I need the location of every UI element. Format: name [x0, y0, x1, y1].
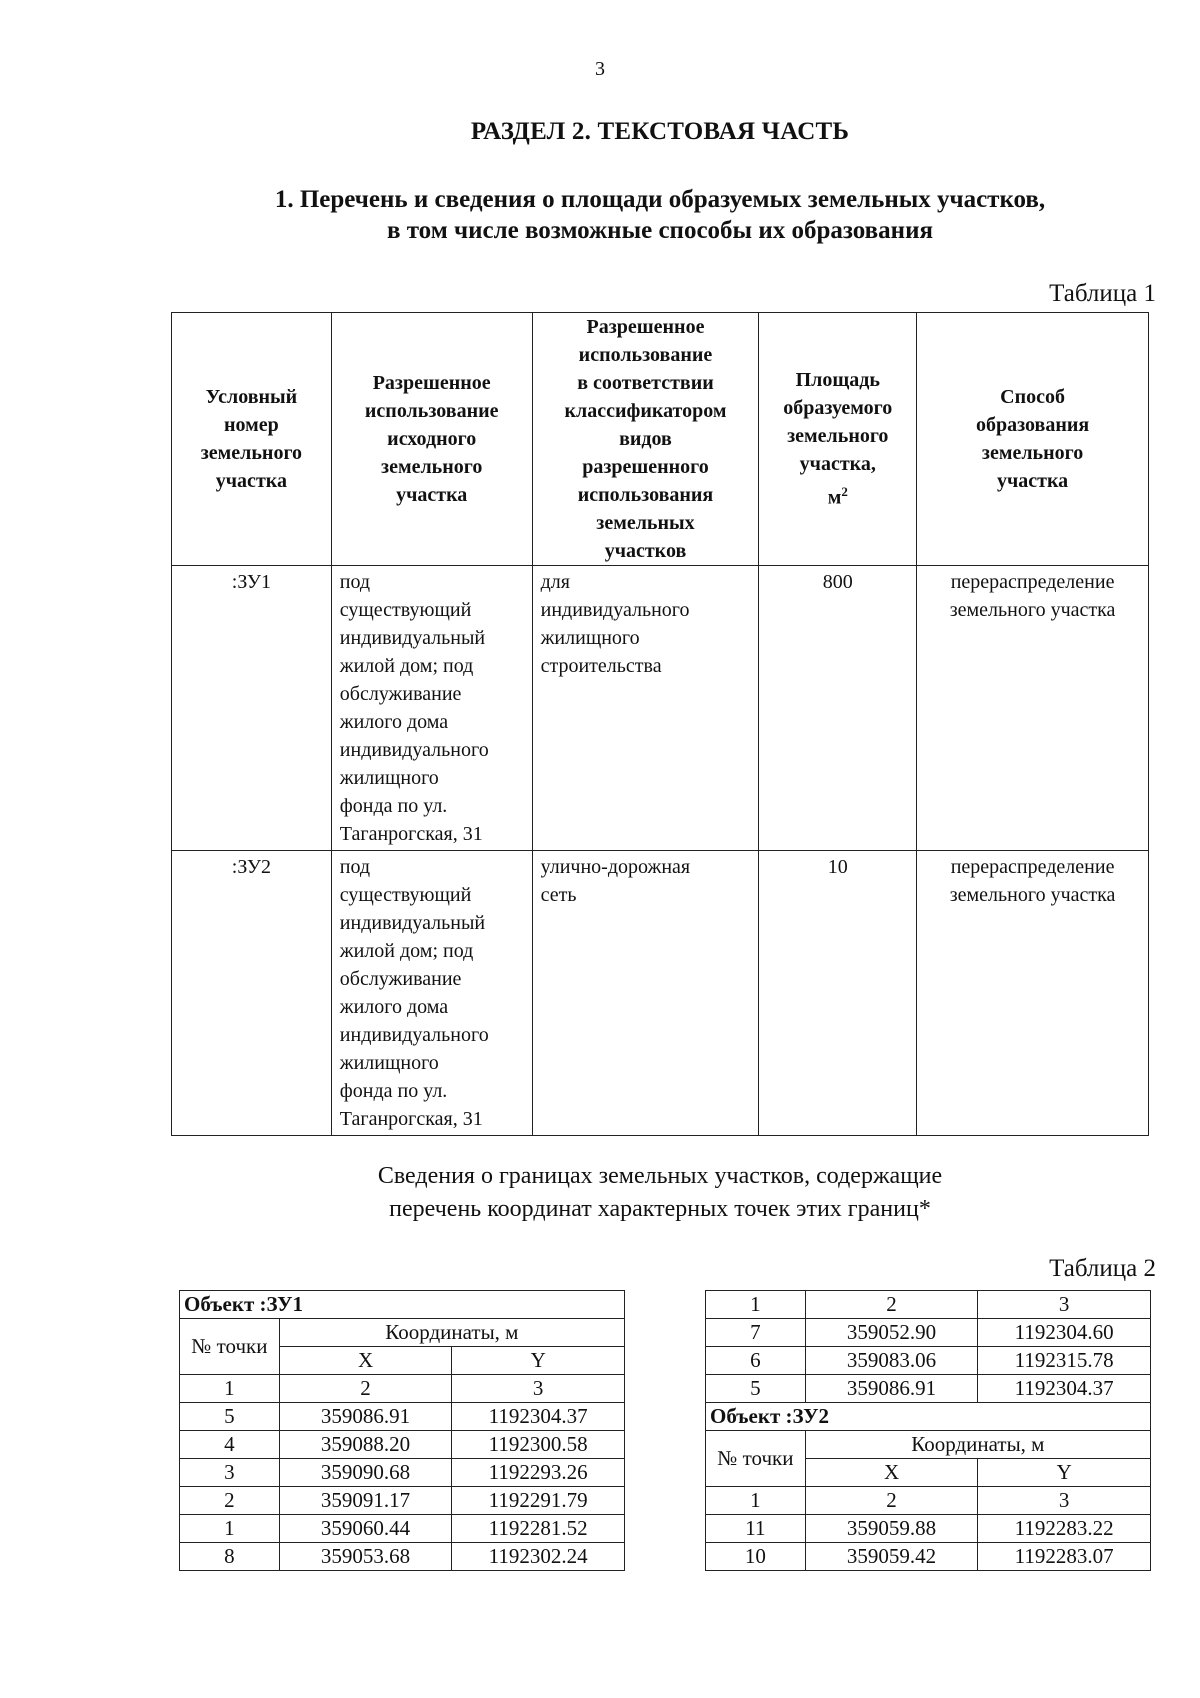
subtitle-line: 1. Перечень и сведения о площади образуемых земельных участков, [274, 186, 1046, 213]
method-cell [917, 566, 1149, 851]
index-cell: 3 [978, 1487, 1151, 1515]
point-number-cell: 5 [706, 1375, 806, 1403]
text-line: под [339, 571, 371, 593]
index-row [180, 1375, 625, 1403]
point-number-cell: 11 [706, 1515, 806, 1543]
index-cell: 3 [978, 1291, 1151, 1319]
method-cell [917, 851, 1149, 1136]
table-row [172, 566, 1149, 851]
coords-header-row [706, 1431, 1151, 1459]
text-line: сеть [540, 884, 577, 906]
text-line: индивидуальный [339, 627, 486, 649]
text-line: обслуживание [339, 683, 462, 705]
plot-number-cell: :ЗУ2 [172, 851, 332, 1136]
text-line: Площадь [795, 369, 880, 392]
text-line: использование [578, 344, 713, 366]
text-line: для [540, 571, 570, 593]
header-classifier-use [532, 313, 759, 566]
text-line: индивидуальный [339, 912, 486, 934]
coordinates-header: Координаты, м [805, 1431, 1150, 1459]
point-number-cell: 1 [180, 1515, 280, 1543]
text-line: земельного участка [949, 599, 1116, 621]
text-line: Таганрогская, 31 [339, 1108, 483, 1130]
index-cell: 3 [452, 1375, 625, 1403]
table-row [180, 1403, 625, 1431]
text-line: Таганрогская, 31 [339, 823, 483, 845]
table1-label: Таблица 1 [1049, 280, 1156, 307]
table-row [706, 1319, 1151, 1347]
page-number: 3 [595, 58, 605, 80]
table-row [180, 1543, 625, 1571]
coordinates-table-left [179, 1290, 625, 1571]
text-line: Способ [1000, 386, 1066, 408]
table-row [706, 1347, 1151, 1375]
text-line: существующий [339, 599, 472, 621]
text-line: жилищного [339, 1052, 439, 1074]
y-coordinate-cell: 1192304.60 [978, 1319, 1151, 1347]
y-coordinate-cell: 1192283.22 [978, 1515, 1151, 1543]
y-coordinate-cell: 1192304.37 [452, 1403, 625, 1431]
table2-title-line: Сведения о границах земельных участков, содержащие [377, 1163, 943, 1189]
x-header: X [279, 1347, 452, 1375]
text-line: номер [224, 414, 279, 436]
classifier-use-cell [532, 851, 759, 1136]
index-cell: 2 [805, 1487, 978, 1515]
index-cell: 1 [706, 1291, 806, 1319]
text-line: земельного [981, 442, 1084, 464]
text-line: обслуживание [339, 968, 462, 990]
text-line: земельного [381, 456, 483, 478]
table-row [706, 1375, 1151, 1403]
text-line: исходного [387, 428, 477, 450]
y-coordinate-cell: 1192281.52 [452, 1515, 625, 1543]
text-line: участков [604, 540, 687, 562]
text-line: земельных [596, 512, 695, 534]
land-plots-table [171, 312, 1149, 1136]
text-line: Условный [205, 386, 298, 408]
text-line: фонда по ул. [339, 795, 448, 817]
y-coordinate-cell: 1192315.78 [978, 1347, 1151, 1375]
text-line: существующий [339, 884, 472, 906]
text-line: индивидуального [339, 739, 489, 761]
text-line: видов [619, 428, 672, 450]
table2-label: Таблица 2 [1049, 1255, 1156, 1282]
point-number-cell: 3 [180, 1459, 280, 1487]
index-cell: 1 [180, 1375, 280, 1403]
table-row [180, 1515, 625, 1543]
text-line: перераспределение [950, 856, 1115, 878]
text-line: жилого дома [339, 996, 449, 1018]
x-coordinate-cell: 359090.68 [279, 1459, 452, 1487]
text-line: под [339, 856, 371, 878]
table-row [180, 1459, 625, 1487]
point-number-cell: 6 [706, 1347, 806, 1375]
x-coordinate-cell: 359086.91 [805, 1375, 978, 1403]
text-line: в соответствии [577, 372, 714, 394]
table-row [172, 851, 1149, 1136]
object-label: Объект :ЗУ1 [180, 1291, 625, 1319]
plot-number-cell: :ЗУ1 [172, 566, 332, 851]
point-number-cell: 10 [706, 1543, 806, 1571]
table-row [706, 1543, 1151, 1571]
header-source-use [331, 313, 532, 566]
point-number-cell: 7 [706, 1319, 806, 1347]
text-line: жилой дом; под [339, 940, 474, 962]
text-line: перераспределение [950, 571, 1115, 593]
x-coordinate-cell: 359083.06 [805, 1347, 978, 1375]
point-number-cell: 8 [180, 1543, 280, 1571]
y-coordinate-cell: 1192300.58 [452, 1431, 625, 1459]
text-line: участка [215, 470, 287, 492]
section-title: РАЗДЕЛ 2. ТЕКСТОВАЯ ЧАСТЬ [470, 118, 850, 145]
text-line: земельного [787, 425, 889, 448]
subtitle-line: в том числе возможные способы их образования [386, 217, 933, 244]
point-number-cell: 5 [180, 1403, 280, 1431]
y-coordinate-cell: 1192293.26 [452, 1459, 625, 1487]
x-coordinate-cell: 359059.88 [805, 1515, 978, 1543]
point-number-header: № точки [180, 1319, 280, 1375]
text-line: жилищного [540, 627, 640, 649]
table1-header-row [172, 313, 1149, 566]
y-coordinate-cell: 1192283.07 [978, 1543, 1151, 1571]
text-line: разрешенного [582, 456, 709, 478]
x-coordinate-cell: 359052.90 [805, 1319, 978, 1347]
y-coordinate-cell: 1192291.79 [452, 1487, 625, 1515]
y-header: Y [978, 1459, 1151, 1487]
coordinates-header: Координаты, м [279, 1319, 624, 1347]
table2-title-line: перечень координат характерных точек этих границ* [389, 1196, 931, 1222]
index-cell: 1 [706, 1487, 806, 1515]
y-coordinate-cell: 1192302.24 [452, 1543, 625, 1571]
table-row [180, 1431, 625, 1459]
text-line: классификатором [564, 400, 727, 422]
text-line: жилищного [339, 767, 439, 789]
source-use-cell [331, 566, 532, 851]
y-header: Y [452, 1347, 625, 1375]
text-line: образования [975, 414, 1090, 436]
index-cell: 2 [805, 1291, 978, 1319]
area-cell: 800 [759, 566, 917, 851]
area-unit: $м^2$ [827, 484, 848, 509]
coords-header-row [180, 1319, 625, 1347]
point-number-cell: 4 [180, 1431, 280, 1459]
text-line: использование [364, 400, 499, 422]
x-coordinate-cell: 359086.91 [279, 1403, 452, 1431]
text-line: фонда по ул. [339, 1080, 448, 1102]
header-area [759, 313, 917, 566]
text-line: жилой дом; под [339, 655, 474, 677]
index-row [706, 1487, 1151, 1515]
table-row [706, 1515, 1151, 1543]
object-label: Объект :ЗУ2 [706, 1403, 1151, 1431]
coordinates-table-right [705, 1290, 1151, 1571]
x-coordinate-cell: 359091.17 [279, 1487, 452, 1515]
text-line: образуемого [783, 397, 893, 420]
x-coordinate-cell: 359059.42 [805, 1543, 978, 1571]
classifier-use-cell [532, 566, 759, 851]
x-header: X [805, 1459, 978, 1487]
text-line: Разрешенное [372, 372, 491, 394]
index-cell: 2 [279, 1375, 452, 1403]
source-use-cell [331, 851, 532, 1136]
table-row [180, 1487, 625, 1515]
point-number-header: № точки [706, 1431, 806, 1487]
text-line: участка [396, 484, 468, 506]
text-line: жилого дома [339, 711, 449, 733]
text-line: Разрешенное [586, 316, 705, 338]
object-row [180, 1291, 625, 1319]
area-cell: 10 [759, 851, 917, 1136]
x-coordinate-cell: 359053.68 [279, 1543, 452, 1571]
header-formation-method [917, 313, 1149, 566]
table2-title [0, 1160, 1200, 1226]
text-line: участка, [799, 453, 876, 476]
text-line: улично-дорожная [540, 856, 691, 878]
section-subtitle [0, 184, 1200, 246]
text-line: участка [996, 470, 1069, 492]
text-line: индивидуального [540, 599, 690, 621]
y-coordinate-cell: 1192304.37 [978, 1375, 1151, 1403]
text-line: использования [577, 484, 714, 506]
text-line: земельного участка [949, 884, 1116, 906]
header-plot-number [172, 313, 332, 566]
object-row [706, 1403, 1151, 1431]
index-row [706, 1291, 1151, 1319]
text-line: индивидуального [339, 1024, 489, 1046]
x-coordinate-cell: 359088.20 [279, 1431, 452, 1459]
point-number-cell: 2 [180, 1487, 280, 1515]
text-line: строительства [540, 655, 662, 677]
text-line: земельного [200, 442, 303, 464]
x-coordinate-cell: 359060.44 [279, 1515, 452, 1543]
